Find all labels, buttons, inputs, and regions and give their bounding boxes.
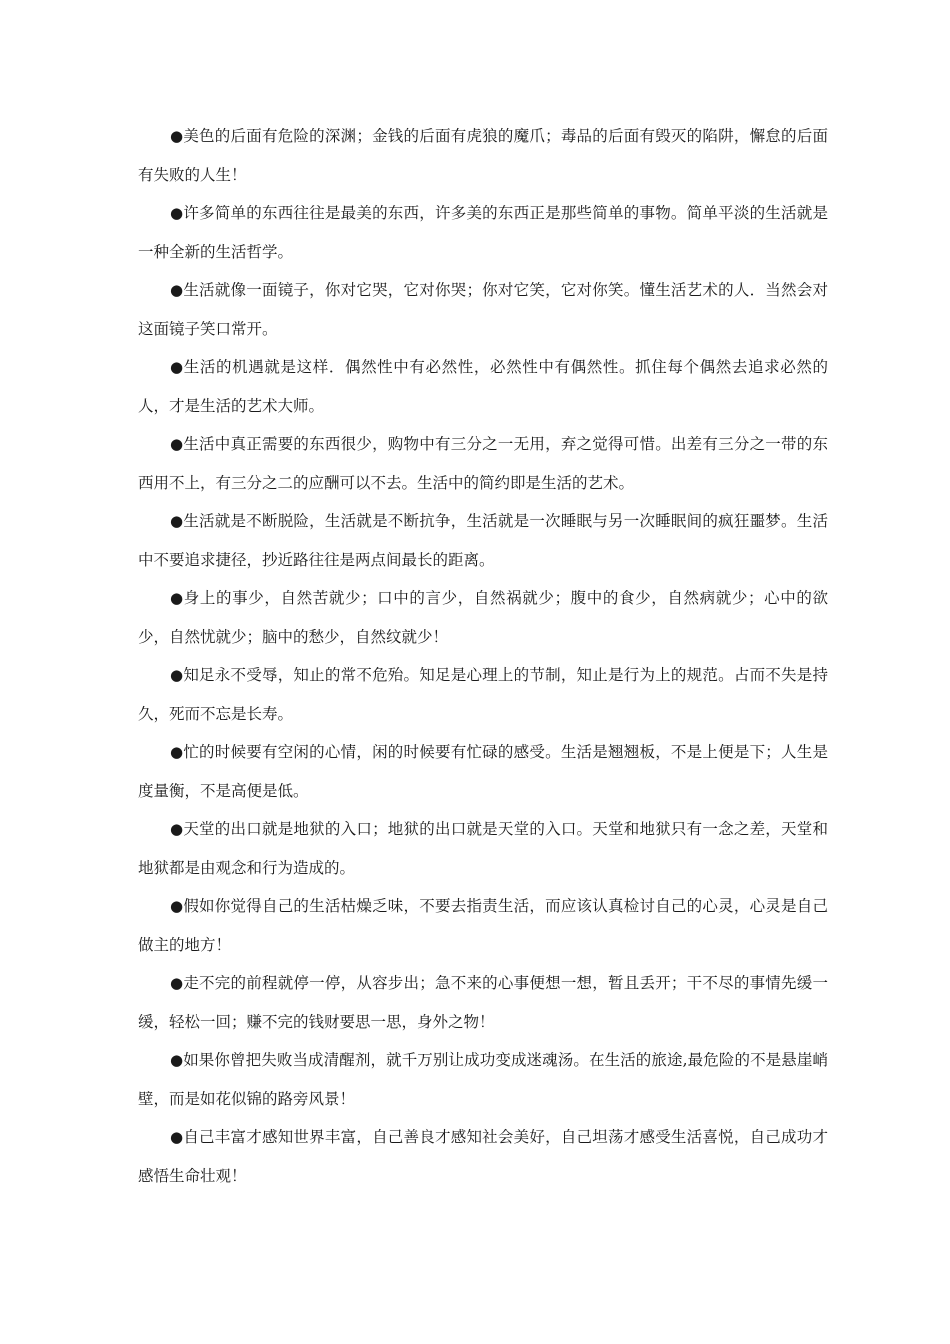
bullet-icon: ● — [170, 974, 184, 992]
paragraph-text: 许多简单的东西往往是最美的东西，许多美的东西正是那些简单的事物。简单平淡的生活就是一种全新的生活哲学。 — [138, 204, 828, 261]
bullet-icon: ● — [170, 1051, 184, 1069]
paragraph-5 — [138, 425, 828, 502]
paragraph-text: 生活中真正需要的东西很少，购物中有三分之一无用，弃之觉得可惜。出差有三分之一带的东西用不上，有三分之二的应酬可以不去。生活中的简约即是生活的艺术。 — [138, 435, 828, 492]
bullet-icon: ● — [170, 435, 184, 453]
paragraph-text: 生活就像一面镜子，你对它哭，它对你哭；你对它笑，它对你笑。懂生活艺术的人．当然会对这面镜子笑口常开。 — [138, 281, 828, 338]
bullet-icon: ● — [170, 281, 184, 299]
paragraph-14 — [138, 1118, 828, 1195]
bullet-icon: ● — [170, 512, 184, 530]
bullet-icon: ● — [170, 666, 184, 684]
paragraph-text: 如果你曾把失败当成清醒剂，就千万别让成功变成迷魂汤。在生活的旅途,最危险的不是悬崖峭壁，而是如花似锦的路旁风景！ — [138, 1051, 828, 1108]
bullet-icon: ● — [170, 743, 184, 761]
paragraph-text: 自己丰富才感知世界丰富，自己善良才感知社会美好，自己坦荡才感受生活喜悦，自己成功才感悟生命壮观！ — [138, 1128, 828, 1185]
paragraph-text: 生活就是不断脱险，生活就是不断抗争，生活就是一次睡眠与另一次睡眠间的疯狂噩梦。生活中不要追求捷径，抄近路往往是两点间最长的距离。 — [138, 512, 828, 569]
paragraph-10 — [138, 810, 828, 887]
paragraph-text: 忙的时候要有空闲的心情，闲的时候要有忙碌的感受。生活是翘翘板，不是上便是下；人生是度量衡，不是高便是低。 — [138, 743, 828, 800]
paragraph-text: 假如你觉得自己的生活枯燥乏味，不要去指责生活，而应该认真检讨自己的心灵，心灵是自己做主的地方！ — [138, 897, 828, 954]
bullet-icon: ● — [170, 358, 184, 376]
paragraph-7 — [138, 579, 828, 656]
paragraph-6 — [138, 502, 828, 579]
bullet-icon: ● — [170, 127, 184, 145]
paragraph-3 — [138, 271, 828, 348]
bullet-icon: ● — [170, 1128, 184, 1146]
paragraph-12 — [138, 964, 828, 1041]
paragraph-text: 知足永不受辱，知止的常不危殆。知足是心理上的节制，知止是行为上的规范。占而不失是持久，死而不忘是长寿。 — [138, 666, 828, 723]
bullet-icon: ● — [170, 820, 184, 838]
paragraph-1 — [138, 117, 828, 194]
paragraph-text: 美色的后面有危险的深渊；金钱的后面有虎狼的魔爪；毒品的后面有毁灭的陷阱，懈怠的后面有失败的人生！ — [138, 127, 828, 184]
document-body — [138, 117, 828, 1195]
paragraph-2 — [138, 194, 828, 271]
paragraph-13 — [138, 1041, 828, 1118]
paragraph-9 — [138, 733, 828, 810]
bullet-icon: ● — [170, 589, 184, 607]
paragraph-11 — [138, 887, 828, 964]
paragraph-4 — [138, 348, 828, 425]
bullet-icon: ● — [170, 204, 184, 222]
paragraph-text: 生活的机遇就是这样．偶然性中有必然性，必然性中有偶然性。抓住每个偶然去追求必然的人，才是生活的艺术大师。 — [138, 358, 828, 415]
paragraph-text: 身上的事少，自然苦就少；口中的言少，自然祸就少；腹中的食少，自然病就少；心中的欲少，自然忧就少；脑中的愁少，自然纹就少！ — [138, 589, 828, 646]
paragraph-text: 天堂的出口就是地狱的入口；地狱的出口就是天堂的入口。天堂和地狱只有一念之差，天堂和地狱都是由观念和行为造成的。 — [138, 820, 828, 877]
paragraph-text: 走不完的前程就停一停，从容步出；急不来的心事便想一想，暂且丢开；干不尽的事情先缓一缓，轻松一回；赚不完的钱财要思一思，身外之物！ — [138, 974, 828, 1031]
bullet-icon: ● — [170, 897, 184, 915]
paragraph-8 — [138, 656, 828, 733]
